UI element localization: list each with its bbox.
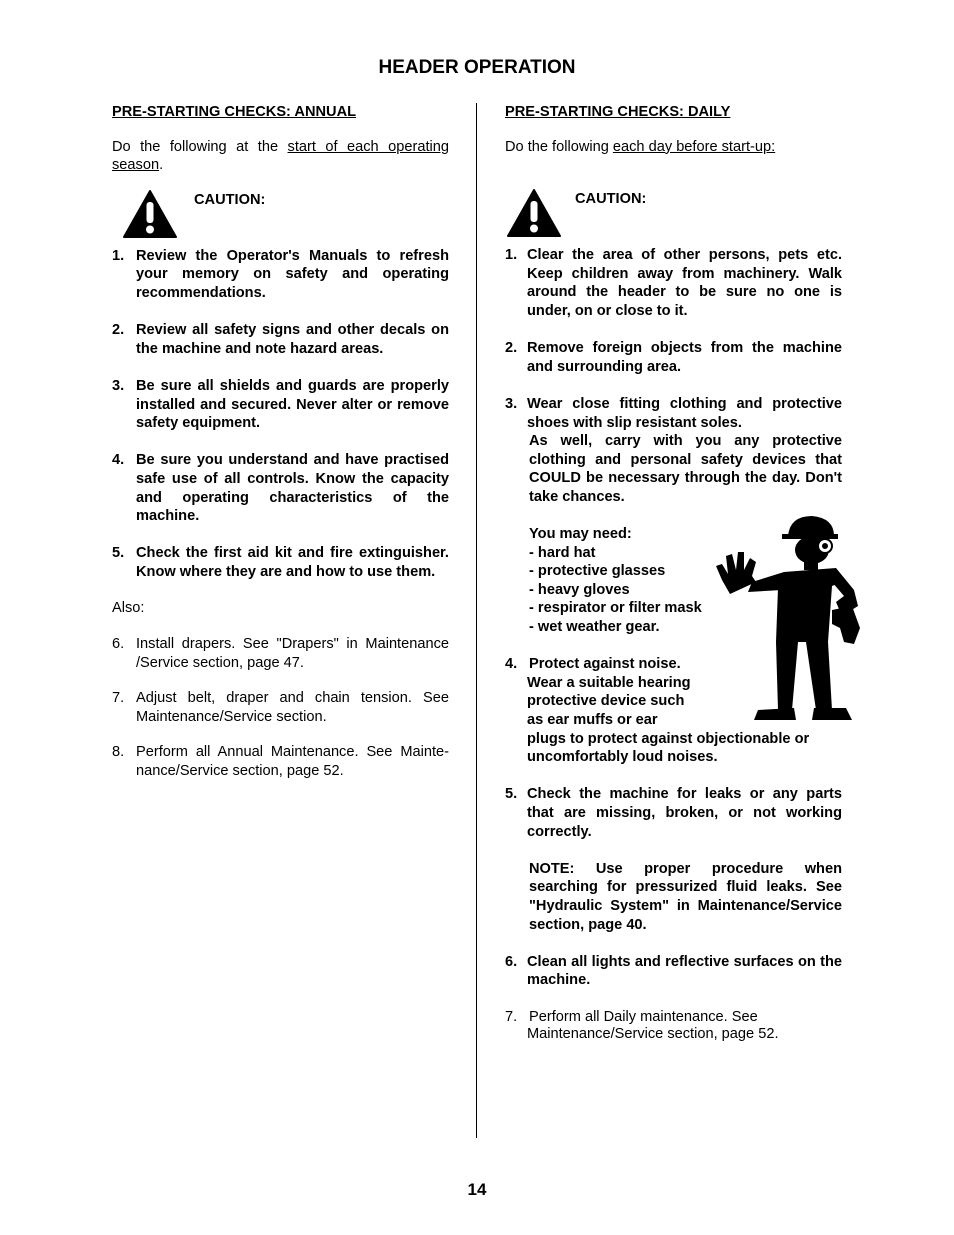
need-item: - respirator or filter mask [529, 600, 702, 617]
daily-intro [505, 138, 842, 157]
item-number: 2. [505, 340, 518, 357]
item-number: 8. [112, 744, 125, 761]
item-line: protective device such [527, 693, 685, 710]
item-text: Install drapers. See "Drapers" in Maintenance /Service section, page 47. [136, 636, 449, 671]
need-item: - hard hat [529, 544, 596, 561]
item-line: as ear muffs or ear [527, 712, 658, 729]
daily-heading: PRE-STARTING CHECKS: DAILY [505, 104, 731, 120]
item-number: 7. [112, 690, 125, 707]
item-text: Adjust belt, draper and chain tension. See Maintenance/Service section. [136, 690, 449, 725]
page-title: HEADER OPERATION [378, 57, 576, 78]
annual-intro [112, 138, 449, 175]
daily-item-3 [505, 395, 842, 507]
daily-item-7 [505, 1009, 842, 1043]
daily-caution [505, 188, 842, 246]
item-text: Review all safety signs and other decals on the machine and note hazard areas. [136, 322, 449, 357]
daily-item-5 [505, 785, 842, 841]
annual-item-3 [112, 377, 449, 433]
item-text: Check the machine for leaks or any parts that are missing, broken, or not working correctly. [527, 786, 842, 840]
annual-item-1 [112, 247, 449, 303]
annual-column [112, 103, 449, 781]
daily-intro-underlined: each day before start-up: [612, 138, 776, 155]
annual-intro-underlined: start of each operating season [112, 138, 449, 174]
annual-item-7 [112, 689, 449, 726]
item-number: 7. [505, 1008, 518, 1025]
also-label: Also: [112, 600, 145, 617]
item-line: Perform all Daily maintenance. See [529, 1008, 758, 1025]
item-text: Wear close fitting clothing and protective shoes with slip resistant soles. [527, 395, 842, 431]
item-number: 5. [505, 786, 518, 803]
need-item: - heavy gloves [529, 581, 630, 598]
daily-note: NOTE: Use proper procedure when searching for pressurized fluid leaks. See "Hydraulic System" in Maintenance/Service section, page 40. [529, 860, 842, 933]
item-line: Maintenance/Service section, page 52. [527, 1025, 779, 1042]
item-text: Check the first aid kit and fire extinguisher. Know where they are and how to use them. [136, 545, 449, 580]
daily-item-6 [505, 953, 842, 990]
annual-intro-prefix: Do the following at the [112, 138, 288, 155]
item-number: 4. [505, 656, 518, 673]
item-text: Remove foreign objects from the machine and surrounding area. [527, 340, 842, 375]
annual-item-5 [112, 544, 449, 581]
item-text: Perform all Annual Maintenance. See Mainte-nance/Service section, page 52. [136, 744, 449, 780]
need-item: - wet weather gear. [529, 619, 660, 636]
item-number: 4. [112, 452, 125, 469]
item-line: uncomfortably loud noises. [527, 749, 718, 766]
annual-caution [112, 189, 449, 247]
safety-worker-figure [712, 510, 862, 725]
annual-item-4 [112, 451, 449, 525]
item-line: Protect against noise. [529, 656, 681, 673]
item-line: plugs to protect against objectionable or [527, 730, 810, 747]
daily-item-1 [505, 246, 842, 320]
annual-intro-suffix: . [159, 157, 164, 174]
page-number: 14 [467, 1180, 487, 1199]
item-text: Be sure you understand and have practised safe use of all controls. Know the capacity and operating characteristics of the machine. [136, 452, 449, 525]
daily-item-3-extra: As well, carry with you any protective clothing and personal safety devices that COULD be necessary through the day. Don't take chances. [529, 433, 842, 505]
annual-item-6 [112, 635, 449, 672]
item-text: Clean all lights and reflective surfaces on the machine. [527, 953, 842, 989]
item-text: Be sure all shields and guards are properly installed and secured. Never alter or remove safety equipment. [136, 377, 449, 432]
daily-intro-prefix: Do the following [505, 138, 613, 155]
may-need-label: You may need: [529, 526, 632, 543]
warning-triangle-icon [122, 189, 178, 239]
warning-triangle-icon [506, 188, 562, 238]
item-number: 1. [112, 247, 125, 264]
item-number: 6. [505, 953, 518, 970]
annual-item-2 [112, 321, 449, 358]
item-number: 3. [505, 395, 518, 412]
item-line: Wear a suitable hearing [527, 674, 691, 691]
annual-heading: PRE-STARTING CHECKS: ANNUAL [112, 104, 357, 120]
daily-caution-label: CAUTION: [575, 191, 647, 208]
daily-item-2 [505, 339, 842, 376]
need-item: - protective glasses [529, 563, 666, 580]
column-divider [476, 103, 477, 1138]
item-text: Clear the area of other persons, pets etc. Keep children away from machinery. Walk around the header to be sure no one is under, on or close to it. [527, 247, 842, 319]
item-number: 5. [112, 545, 125, 562]
item-number: 6. [112, 636, 125, 653]
annual-item-8 [112, 743, 449, 780]
item-number: 1. [505, 247, 518, 264]
annual-caution-label: CAUTION: [194, 191, 266, 208]
item-number: 2. [112, 322, 125, 339]
item-text: Review the Operator's Manuals to refresh your memory on safety and operating recommendations. [136, 247, 449, 301]
item-number: 3. [112, 377, 125, 394]
